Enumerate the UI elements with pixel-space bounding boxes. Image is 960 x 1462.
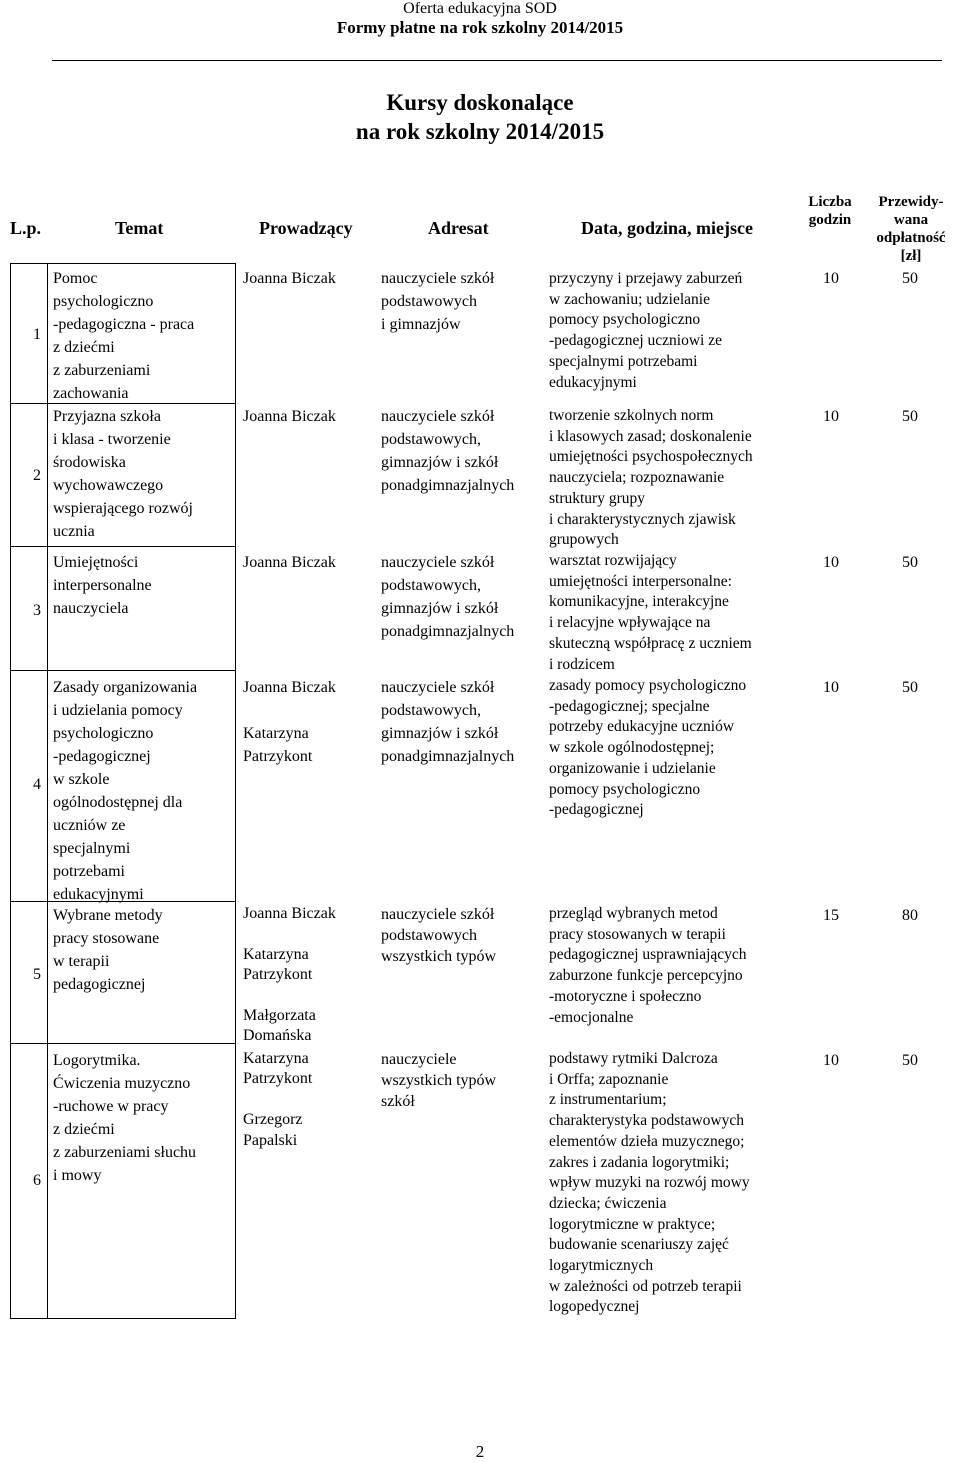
course-instructor: Joanna Biczak Katarzyna Patrzykont Małgorzata Domańska xyxy=(243,905,336,1045)
course-instructor: Joanna Biczak xyxy=(243,554,336,571)
course-topic: Pomoc psychologiczno -pedagogiczna - praca z dziećmi z zaburzeniami zachowania xyxy=(53,270,195,402)
course-fee: 50 xyxy=(902,554,918,571)
course-hours: 10 xyxy=(823,270,839,287)
page-title-line-2: na rok szkolny 2014/2015 xyxy=(355,119,605,144)
course-hours: 15 xyxy=(823,907,839,924)
course-audience: nauczyciele szkół podstawowych i gimnazjów xyxy=(381,270,495,333)
course-topic: Przyjazna szkoła i klasa - tworzenie środowiska wychowawczego wspierającego rozwój ucznia xyxy=(53,408,193,540)
page-title-line-1: Kursy doskonalące xyxy=(386,90,574,115)
course-instructor: Joanna Biczak xyxy=(243,408,336,425)
row-divider-3 xyxy=(10,670,235,671)
course-audience: nauczyciele szkół podstawowych, gimnazjów i szkół ponadgimnazjalnych xyxy=(381,679,515,765)
course-description: warsztat rozwijający umiejętności interpersonalne: komunikacyjne, interakcyjne i relacyjne wpływające na skuteczną współpracę z uczniem i rodzicem xyxy=(549,552,752,673)
page-number: 2 xyxy=(475,1442,485,1461)
course-hours: 10 xyxy=(823,554,839,571)
row-number: 4 xyxy=(33,776,41,793)
course-description: podstawy rytmiki Dalcroza i Orffa; zapoznanie z instrumentarium; charakterystyka podstawowych elementów dzieła muzycznego; zakres i zadania logorytmiki; wpływ muzyki na rozwój mowy dziecka; ćwiczenia logorytmiczne w praktyce; budowanie scenariuszy zajęć logarytmicznych w zależności od potrzeb terapii logopedycznej xyxy=(549,1050,750,1316)
row-number: 6 xyxy=(33,1172,41,1189)
course-instructor: Joanna Biczak Katarzyna Patrzykont xyxy=(243,679,336,765)
header-line-1: Oferta edukacyjna SOD xyxy=(403,0,557,17)
course-hours: 10 xyxy=(823,1052,839,1069)
column-header-data: Data, godzina, miejsce xyxy=(581,218,753,238)
column-header-adresat: Adresat xyxy=(428,218,489,238)
course-hours: 10 xyxy=(823,679,839,696)
course-description: tworzenie szkolnych norm i klasowych zasad; doskonalenie umiejętności psychospołecznych nauczyciela; rozpoznawanie struktury grupy i charakterystycznych zjawisk grupowych xyxy=(549,407,753,549)
course-topic: Logorytmika. Ćwiczenia muzyczno -ruchowe w pracy z dziećmi z zaburzeniami słuchu i mowy xyxy=(53,1052,197,1184)
header-divider xyxy=(52,60,942,61)
course-audience: nauczyciele szkół podstawowych, gimnazjów i szkół ponadgimnazjalnych xyxy=(381,554,515,640)
table-border-left xyxy=(10,263,11,1319)
row-number: 1 xyxy=(33,326,41,343)
course-fee: 50 xyxy=(902,270,918,287)
course-instructor: Joanna Biczak xyxy=(243,270,336,287)
course-audience: nauczyciele szkół podstawowych wszystkich typów xyxy=(381,906,497,965)
row-number: 3 xyxy=(33,602,41,619)
row-divider-5 xyxy=(10,1043,235,1044)
column-header-lp: L.p. xyxy=(10,218,42,238)
course-hours: 10 xyxy=(823,408,839,425)
column-header-liczba-godzin: Liczba godzin xyxy=(808,194,852,228)
course-audience: nauczyciele wszystkich typów szkół xyxy=(381,1051,497,1110)
column-header-odplatnosc: Przewidy- wana odpłatność [zł] xyxy=(876,194,946,264)
page-title xyxy=(0,88,960,146)
course-audience: nauczyciele szkół podstawowych, gimnazjów i szkół ponadgimnazjalnych xyxy=(381,408,515,494)
table-divider-temat xyxy=(235,263,236,1319)
course-description: przyczyny i przejawy zaburzeń w zachowaniu; udzielanie pomocy psychologiczno -pedagogicznej uczniowi ze specjalnymi potrzebami edukacyjnymi xyxy=(549,270,743,391)
course-fee: 80 xyxy=(902,907,918,924)
course-instructor: Katarzyna Patrzykont Grzegorz Papalski xyxy=(243,1050,313,1149)
column-header-prowadzacy: Prowadzący xyxy=(259,218,353,238)
table-divider-lp xyxy=(47,263,48,1319)
row-number: 2 xyxy=(33,467,41,484)
column-header-temat: Temat xyxy=(115,218,164,238)
course-fee: 50 xyxy=(902,408,918,425)
course-topic: Zasady organizowania i udzielania pomocy psychologiczno -pedagogicznej w szkole ogólnodostępnej dla uczniów ze specjalnymi potrzebami edukacyjnymi xyxy=(53,679,198,903)
header-line-2: Formy płatne na rok szkolny 2014/2015 xyxy=(336,18,624,37)
table-border-bottom xyxy=(10,1318,235,1319)
course-fee: 50 xyxy=(902,679,918,696)
table-border-top xyxy=(10,263,235,264)
course-description: przegląd wybranych metod pracy stosowanych w terapii pedagogicznej usprawniających zaburzone funkcje percepcyjno -motoryczne i społeczno -emocjonalne xyxy=(549,905,747,1026)
course-topic: Umiejętności interpersonalne nauczyciela xyxy=(53,554,152,617)
row-number: 5 xyxy=(33,966,41,983)
course-fee: 50 xyxy=(902,1052,918,1069)
row-divider-2 xyxy=(10,546,235,547)
course-topic: Wybrane metody pracy stosowane w terapii pedagogicznej xyxy=(53,907,163,993)
course-description: zasady pomocy psychologiczno -pedagogicznej; specjalne potrzeby edukacyjne uczniów w szkole ogólnodostępnej; organizowanie i udzielanie pomocy psychologiczno -pedagogicznej xyxy=(549,677,747,819)
